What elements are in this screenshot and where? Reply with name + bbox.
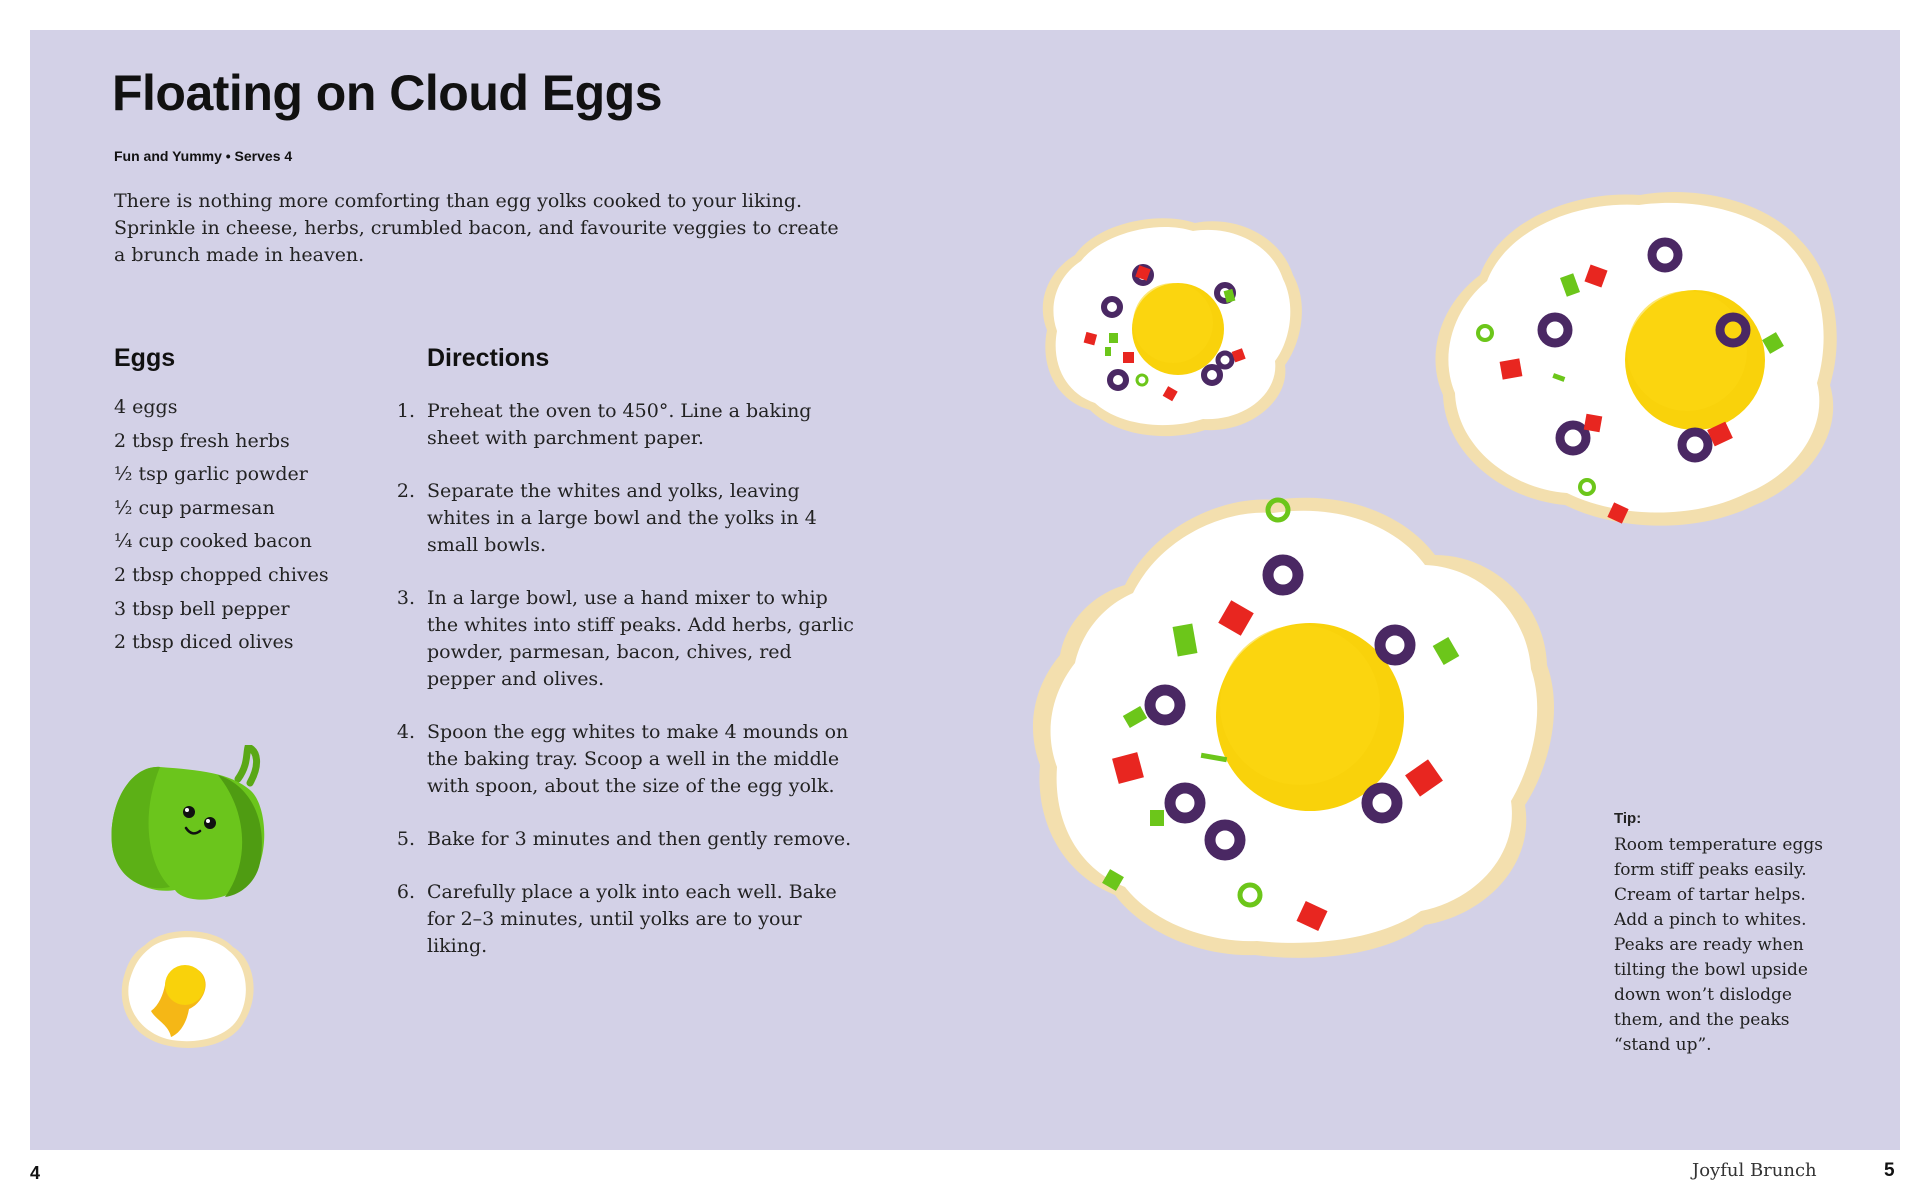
step-number: 4. [396,721,415,743]
direction-step [395,719,855,800]
cloud-egg-small-illustration [1035,205,1310,445]
direction-step [395,585,855,693]
recipe-title: Floating on Cloud Eggs [112,65,663,121]
tip-box [1614,806,1834,1058]
step-text: Preheat the oven to 450°. Line a baking sheet with parchment paper. [427,400,812,449]
directions-list [395,398,855,986]
direction-step [395,478,855,559]
step-number: 3. [396,587,415,609]
ingredient-item: 2 tbsp fresh herbs [114,429,290,452]
page-number-right: 5 [1884,1160,1895,1181]
bell-pepper-illustration [100,745,280,910]
tip-label: Tip: [1614,810,1642,827]
recipe-subtitle: Fun and Yummy • Serves 4 [114,148,293,164]
cloud-egg-large-illustration [1025,485,1565,965]
running-title: Joyful Brunch [1692,1160,1817,1181]
step-text: Spoon the egg whites to make 4 mounds on the baking tray. Scoop a well in the middle with spoon, about the size of the egg yolk. [427,721,849,797]
direction-step [395,826,855,853]
tip-text: Room temperature eggs form stiff peaks easily. Cream of tartar helps. Add a pinch to whites. Peaks are ready when tilting the bowl upside down won’t dislodge them, and the peaks “stand up”. [1614,835,1823,1055]
step-text: Carefully place a yolk into each well. Bake for 2–3 minutes, until yolks are to your liking. [427,881,837,957]
directions-heading: Directions [427,344,550,372]
recipe-intro: There is nothing more comforting than egg yolks cooked to your liking. Sprinkle in cheese, herbs, crumbled bacon, and favourite veggies to create a brunch made in heaven. [114,190,839,266]
step-number: 6. [396,881,415,903]
ingredient-item: ½ cup parmesan [114,496,275,519]
ingredient-item: 3 tbsp bell pepper [114,597,290,620]
ingredients-heading: Eggs [114,344,176,372]
step-text: Bake for 3 minutes and then gently remove. [427,828,852,850]
step-text: Separate the whites and yolks, leaving whites in a large bowl and the yolks in 4 small bowls. [427,480,817,556]
ingredient-item: 2 tbsp chopped chives [114,563,329,586]
direction-step [395,879,855,960]
ingredient-item: 4 eggs [114,396,178,418]
ingredient-item: ½ tsp garlic powder [114,463,308,486]
ingredient-item: 2 tbsp diced olives [114,631,294,654]
page-number-left: 4 [30,1163,41,1183]
small-egg-illustration [115,925,260,1055]
step-number: 5. [396,828,415,850]
step-number: 1. [396,400,415,422]
direction-step [395,398,855,452]
ingredient-item: ¼ cup cooked bacon [114,530,312,553]
ingredients-list [114,394,329,663]
step-number: 2. [396,480,415,502]
step-text: In a large bowl, use a hand mixer to whip the whites into stiff peaks. Add herbs, garlic powder, parmesan, bacon, chives, red pepper and olives. [427,587,854,690]
